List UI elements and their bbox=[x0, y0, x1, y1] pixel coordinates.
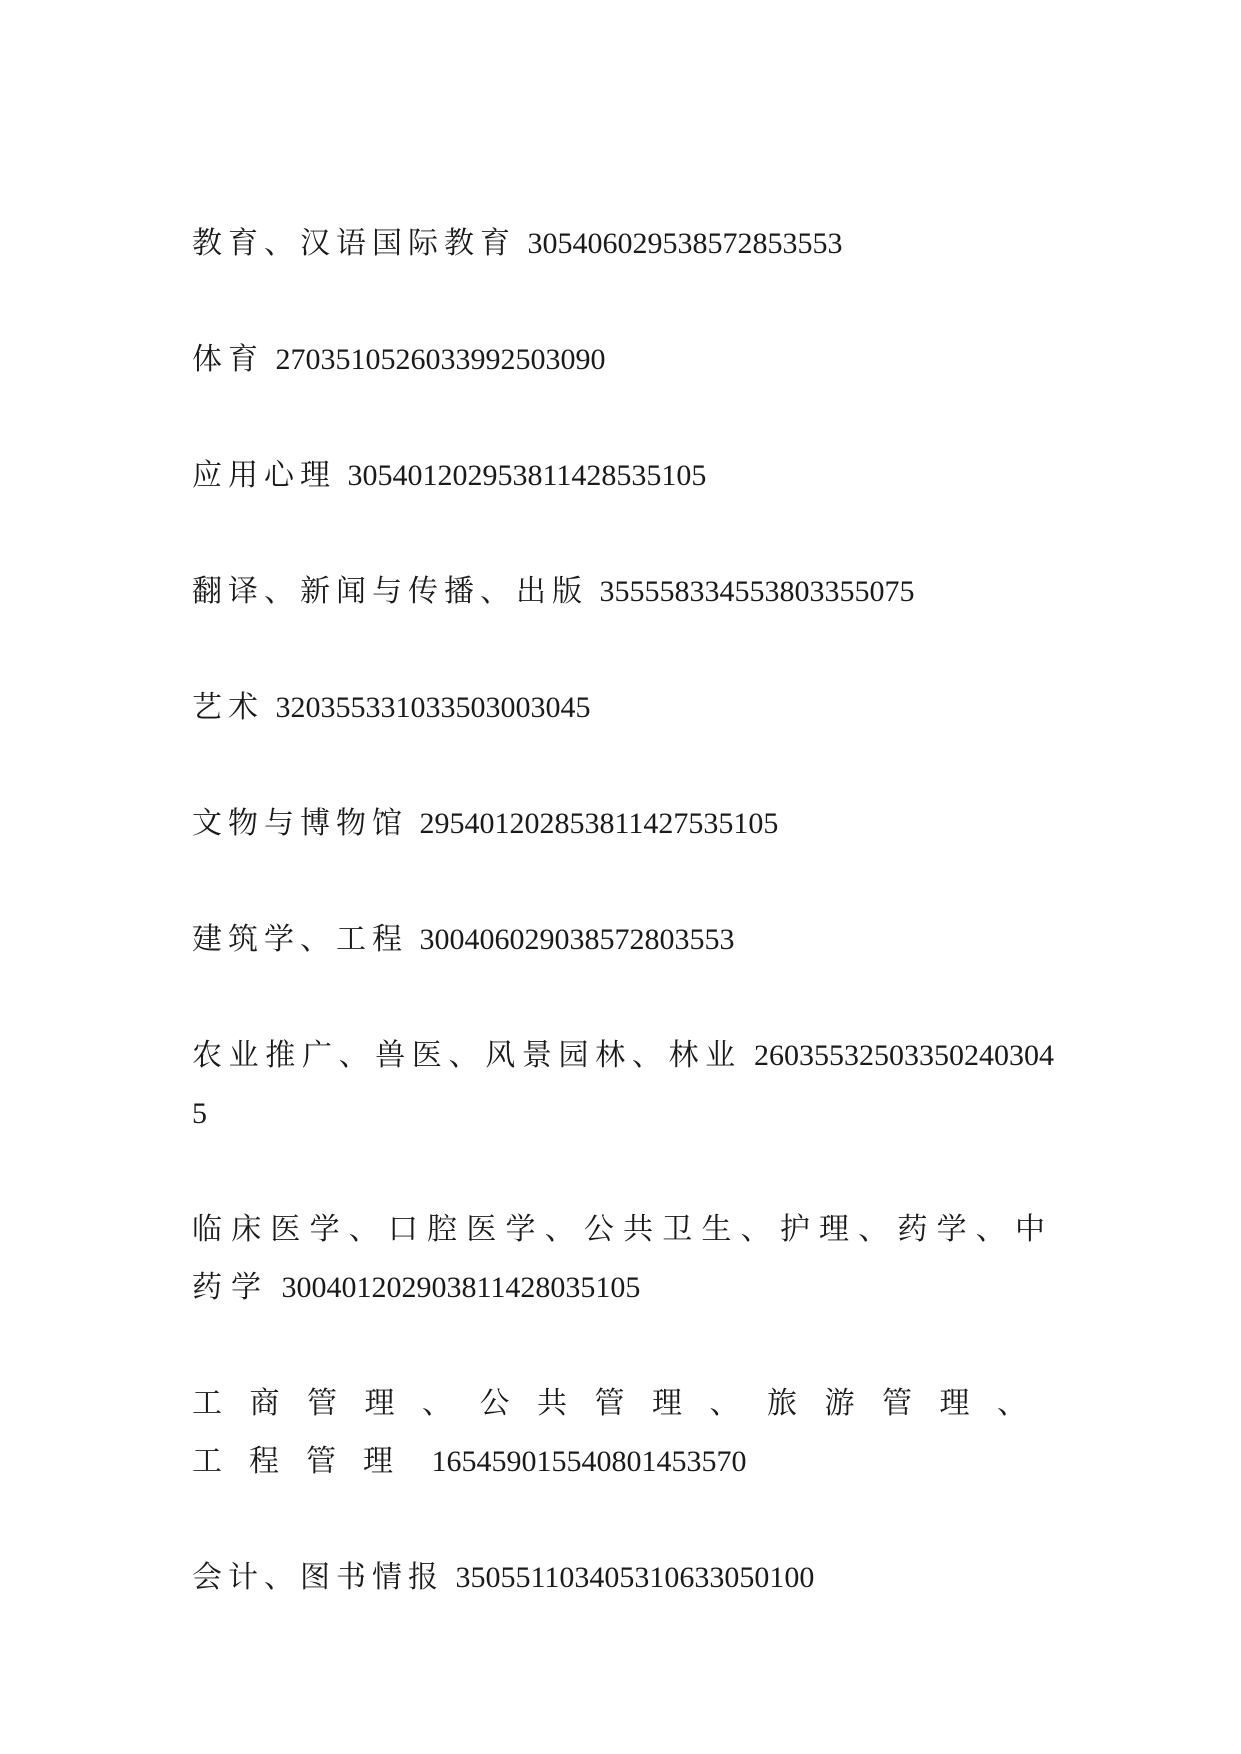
entry-value: 350551103405310633050100 bbox=[455, 1561, 815, 1594]
entry-architecture-engineering bbox=[192, 911, 1054, 969]
entry-value: 3004012029038114280351​05 bbox=[281, 1271, 641, 1304]
entry-label: 艺术 bbox=[192, 690, 264, 725]
entry-agriculture bbox=[192, 1027, 1054, 1143]
entry-label: 临床医学、口腔医学、公共卫生、护理、药学、中药学 bbox=[192, 1212, 1054, 1305]
entry-medicine bbox=[192, 1201, 1054, 1317]
entry-applied-psychology bbox=[192, 447, 1054, 505]
entry-cultural-relics bbox=[192, 795, 1054, 853]
entry-value: 260355325033502403045 bbox=[192, 1039, 1055, 1130]
entry-label: 应用心理 bbox=[192, 458, 336, 493]
entry-value: 300406029038572803553 bbox=[419, 923, 735, 956]
entry-sports bbox=[192, 331, 1054, 389]
entry-value: 3054012029538114285351​05 bbox=[347, 459, 707, 492]
entry-label: 建筑学、工程 bbox=[192, 922, 408, 957]
entry-art bbox=[192, 679, 1054, 737]
entry-value: 270351052603399250309​0 bbox=[275, 343, 606, 376]
entry-label: 翻译、新闻与传播、出版 bbox=[192, 574, 588, 609]
entry-translation-journalism bbox=[192, 563, 1054, 621]
entry-value: 355558334553803355075 bbox=[599, 575, 915, 608]
document-body bbox=[192, 215, 1054, 1665]
entry-education bbox=[192, 215, 1054, 273]
entry-value: 165459015540801453570 bbox=[431, 1445, 747, 1478]
entry-value: 305406029538572853553 bbox=[527, 227, 843, 260]
entry-value: 2954012028538114275351​05 bbox=[419, 807, 779, 840]
entry-accounting-library bbox=[192, 1549, 1054, 1607]
entry-label: 体育 bbox=[192, 342, 264, 377]
entry-management bbox=[192, 1375, 1054, 1491]
entry-label: 教育、汉语国际教育 bbox=[192, 226, 516, 261]
entry-value: 320355331033503003045 bbox=[275, 691, 591, 724]
entry-label: 会计、图书情报 bbox=[192, 1560, 444, 1595]
entry-label: 工商管理、公共管理、旅游管理、工程管理 bbox=[192, 1386, 1054, 1479]
entry-label: 文物与博物馆 bbox=[192, 806, 408, 841]
entry-label: 农业推广、兽医、风景园林、林业 bbox=[192, 1038, 742, 1073]
